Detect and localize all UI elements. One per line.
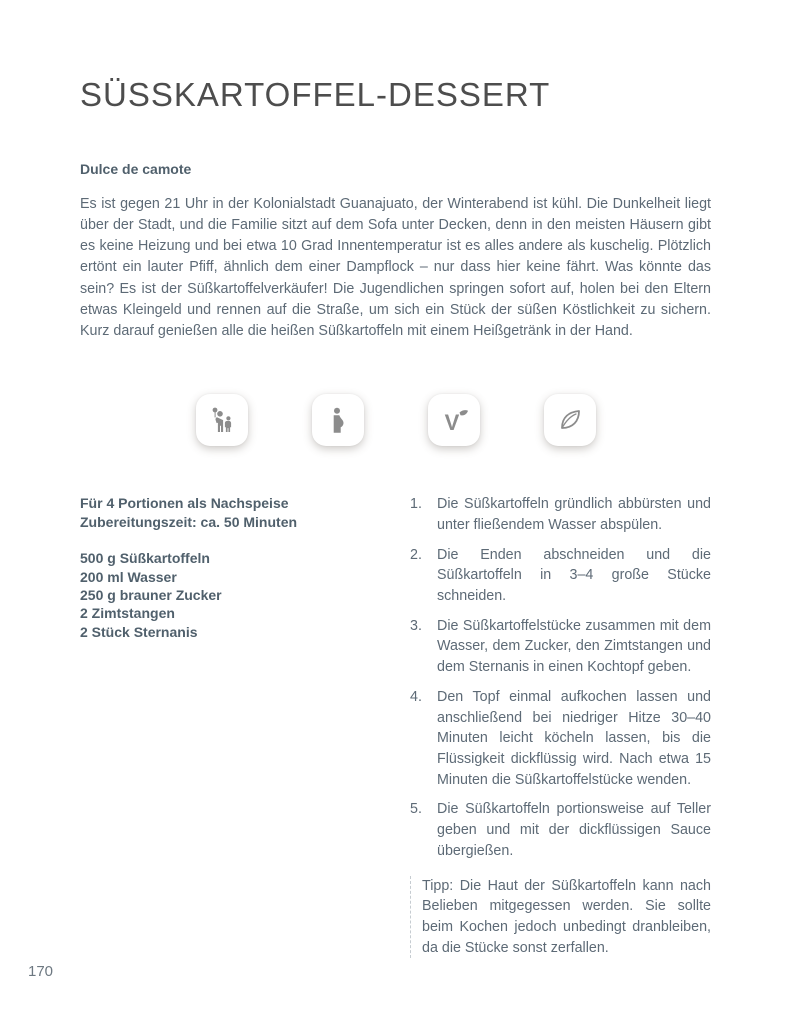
- step-number: 3.: [410, 617, 422, 634]
- ingredient-item: 2 Stück Sternanis: [80, 623, 198, 640]
- step-text: Den Topf einmal aufkochen lassen und anschließend bei niedriger Hitze 30–40 Minuten leicht köcheln lassen, bis die Flüssigkeit dickflüssig wird. Nach etwa 15 Minuten die Süßkartoffelstücke wenden.: [437, 688, 711, 788]
- step-number: 5.: [410, 801, 422, 818]
- family-icon: [196, 394, 248, 446]
- page-number: 170: [28, 963, 54, 980]
- ingredients-column: [80, 494, 410, 958]
- instructions-column: [410, 494, 711, 958]
- step-text: Die Süßkartoffeln gründlich abbürsten und unter fließendem Wasser abspülen.: [437, 496, 711, 533]
- step-item: [410, 545, 711, 607]
- svg-text:V: V: [444, 410, 459, 436]
- tip-box: [410, 876, 711, 959]
- step-number: 2.: [410, 546, 422, 563]
- page-title: SÜSSKARTOFFEL-DESSERT: [80, 76, 551, 113]
- step-item: [410, 799, 711, 861]
- step-text: Die Süßkartoffelstücke zusammen mit dem Wasser, dem Zucker, den Zimtstangen und dem Sternanis in einen Kochtopf geben.: [437, 617, 711, 676]
- ingredient-item: 200 ml Wasser: [80, 568, 177, 585]
- servings-text: Für 4 Portionen als Nachspeise: [80, 495, 289, 512]
- steps-list: [410, 494, 711, 862]
- recipe-subtitle: Dulce de camote: [80, 161, 192, 177]
- ingredient-item: 500 g Süßkartoffeln: [80, 550, 210, 567]
- vegan-icon: [428, 394, 480, 446]
- step-text: Die Süßkartoffeln portionsweise auf Teller geben und mit der dickflüssigen Sauce übergießen.: [437, 801, 711, 859]
- vegetarian-leaf-icon: [544, 394, 596, 446]
- ingredient-item: 250 g brauner Zucker: [80, 586, 222, 603]
- diet-icons-row: [80, 394, 711, 446]
- ingredient-item: 2 Zimtstangen: [80, 605, 175, 622]
- step-number: 4.: [410, 688, 422, 705]
- intro-paragraph: Es ist gegen 21 Uhr in der Kolonialstadt Guanajuato, der Winterabend ist kühl. Die Dunkelheit liegt über der Stadt, und die Familie sitzt auf dem Sofa unter Decken, denn in den meisten Häusern gibt es keine Heizung und bei etwa 10 Grad Innentemperatur ist es alles andere als kuschelig. Plötzlich ertönt ein lauter Pfiff, ähnlich dem einer Dampflock – nur dass hier keine fährt. Was könnte das sein? Es ist der Süßkartoffelverkäufer! Die Jugendlichen springen sofort auf, holen bei den Eltern etwas Kleingeld und rennen auf die Straße, um sich ein Stück der süßen Köstlichkeit zu sichern. Kurz darauf genießen alle die heißen Süßkartoffeln mit einem Heißgetränk in der Hand.: [80, 196, 711, 339]
- step-item: [410, 687, 711, 791]
- ingredients-list: [80, 549, 410, 641]
- pregnancy-icon: [312, 394, 364, 446]
- recipe-columns: [80, 494, 711, 958]
- tip-text: Tipp: Die Haut der Süßkartoffeln kann nach Belieben mitgegessen werden. Sie sollte beim Kochen jedoch unbedingt dranbleiben, da die Stücke sonst zerfallen.: [422, 877, 711, 956]
- prep-time-text: Zubereitungszeit: ca. 50 Minuten: [80, 513, 298, 530]
- step-number: 1.: [410, 496, 422, 513]
- step-text: Die Enden abschneiden und die Süßkartoffeln in 3–4 große Stücke schneiden.: [437, 546, 711, 604]
- step-item: [410, 494, 711, 535]
- step-item: [410, 616, 711, 678]
